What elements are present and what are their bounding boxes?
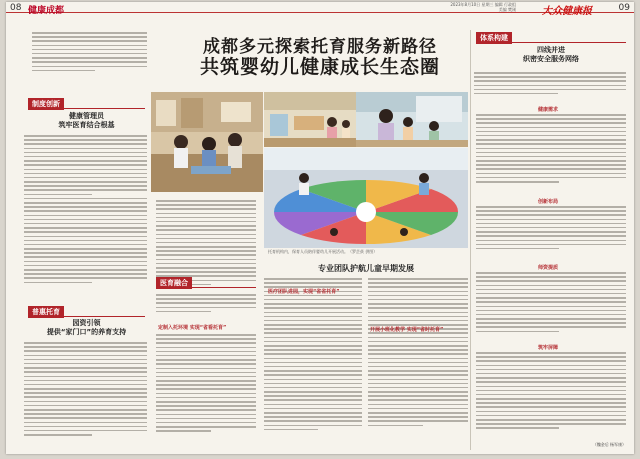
section-tag-medical: 医育融合: [156, 277, 192, 289]
tag-rule: [28, 316, 145, 317]
article-body-mid-c: [264, 278, 362, 448]
subhead-community: [28, 319, 145, 337]
masthead: 大众健康报: [542, 6, 592, 17]
caption-credit: （罗芷荻 供图）: [348, 249, 378, 254]
article-body-mid-d: [368, 278, 468, 448]
caption-text: 托育机构内，保育人员陪伴婴幼儿开展活动。: [268, 249, 348, 254]
subhead-professional-team: 专业团队护航儿童早期发展: [318, 264, 414, 273]
photo-classroom: [264, 92, 356, 147]
article-body-right-3: [476, 272, 626, 342]
photo-teacher-reading: [356, 92, 468, 147]
subhead-line: 筑牢医育结合根基: [58, 121, 115, 129]
photo-play-mat: [264, 148, 468, 248]
article-body-right-2: [476, 206, 626, 258]
newspaper-page: [6, 2, 634, 454]
tag-rule: [476, 42, 626, 43]
byline: （魏金后 杨军康）: [592, 442, 626, 447]
page-header: [6, 2, 634, 13]
page-number-right: 09: [618, 3, 630, 13]
article-body-left-1: [24, 135, 147, 295]
section-tag-inclusive: 普惠托育: [28, 306, 64, 318]
article-body-mid-a: [156, 294, 256, 316]
photo-caption: [268, 249, 464, 254]
intro-text-left: [32, 32, 147, 80]
mini-head-small-class: 开展小班化教学 实现“省时托育”: [370, 327, 444, 333]
photo-children-playing: [151, 92, 263, 192]
subhead-line: 健康管理员: [69, 112, 104, 120]
section-tag-system: 体系构建: [476, 32, 512, 44]
mini-head-environment: 定制入托环境 实现“省看托育”: [158, 325, 227, 331]
mini-head-medical-team: 医疗团队进园，实现“省省托育”: [268, 289, 340, 295]
subhead-line: 园资引领: [72, 319, 101, 327]
issue-meta: 2023年8月10日 星期三 编辑 行政组 美编 樊刚: [450, 2, 516, 12]
headline-line-1: 成都多元探索托育服务新路径: [203, 37, 437, 57]
intro-text-right: [474, 72, 626, 102]
page-number-left: 08: [10, 3, 22, 13]
headline-line-2: 共筑婴幼儿健康成长生态圈: [199, 56, 440, 78]
article-body-right-1: [476, 114, 626, 194]
mini-head-health-needs: 健康需求: [538, 107, 559, 113]
section-name: 健康成都: [28, 6, 65, 16]
subhead-line: 织密安全服务网络: [523, 55, 579, 63]
mini-head-innovative-layout: 创新布局: [538, 199, 559, 205]
subhead-four-lines: [476, 46, 626, 64]
mini-head-safety-barrier: 筑牢屏障: [538, 345, 559, 351]
tag-rule: [28, 108, 145, 109]
subhead-line: 四线并进: [537, 46, 565, 54]
tag-rule: [156, 287, 256, 288]
column-divider: [470, 30, 471, 450]
subhead-health-manager: [28, 112, 145, 130]
article-body-left-3: [24, 342, 147, 447]
article-body-right-4: [476, 352, 626, 440]
article-body-mid-b: [156, 334, 256, 447]
section-tag-institution: 制度创新: [28, 98, 64, 110]
mini-head-teacher-quality: 师资提质: [538, 265, 559, 271]
subhead-line: 提供“家门口”的养育支持: [46, 328, 127, 336]
